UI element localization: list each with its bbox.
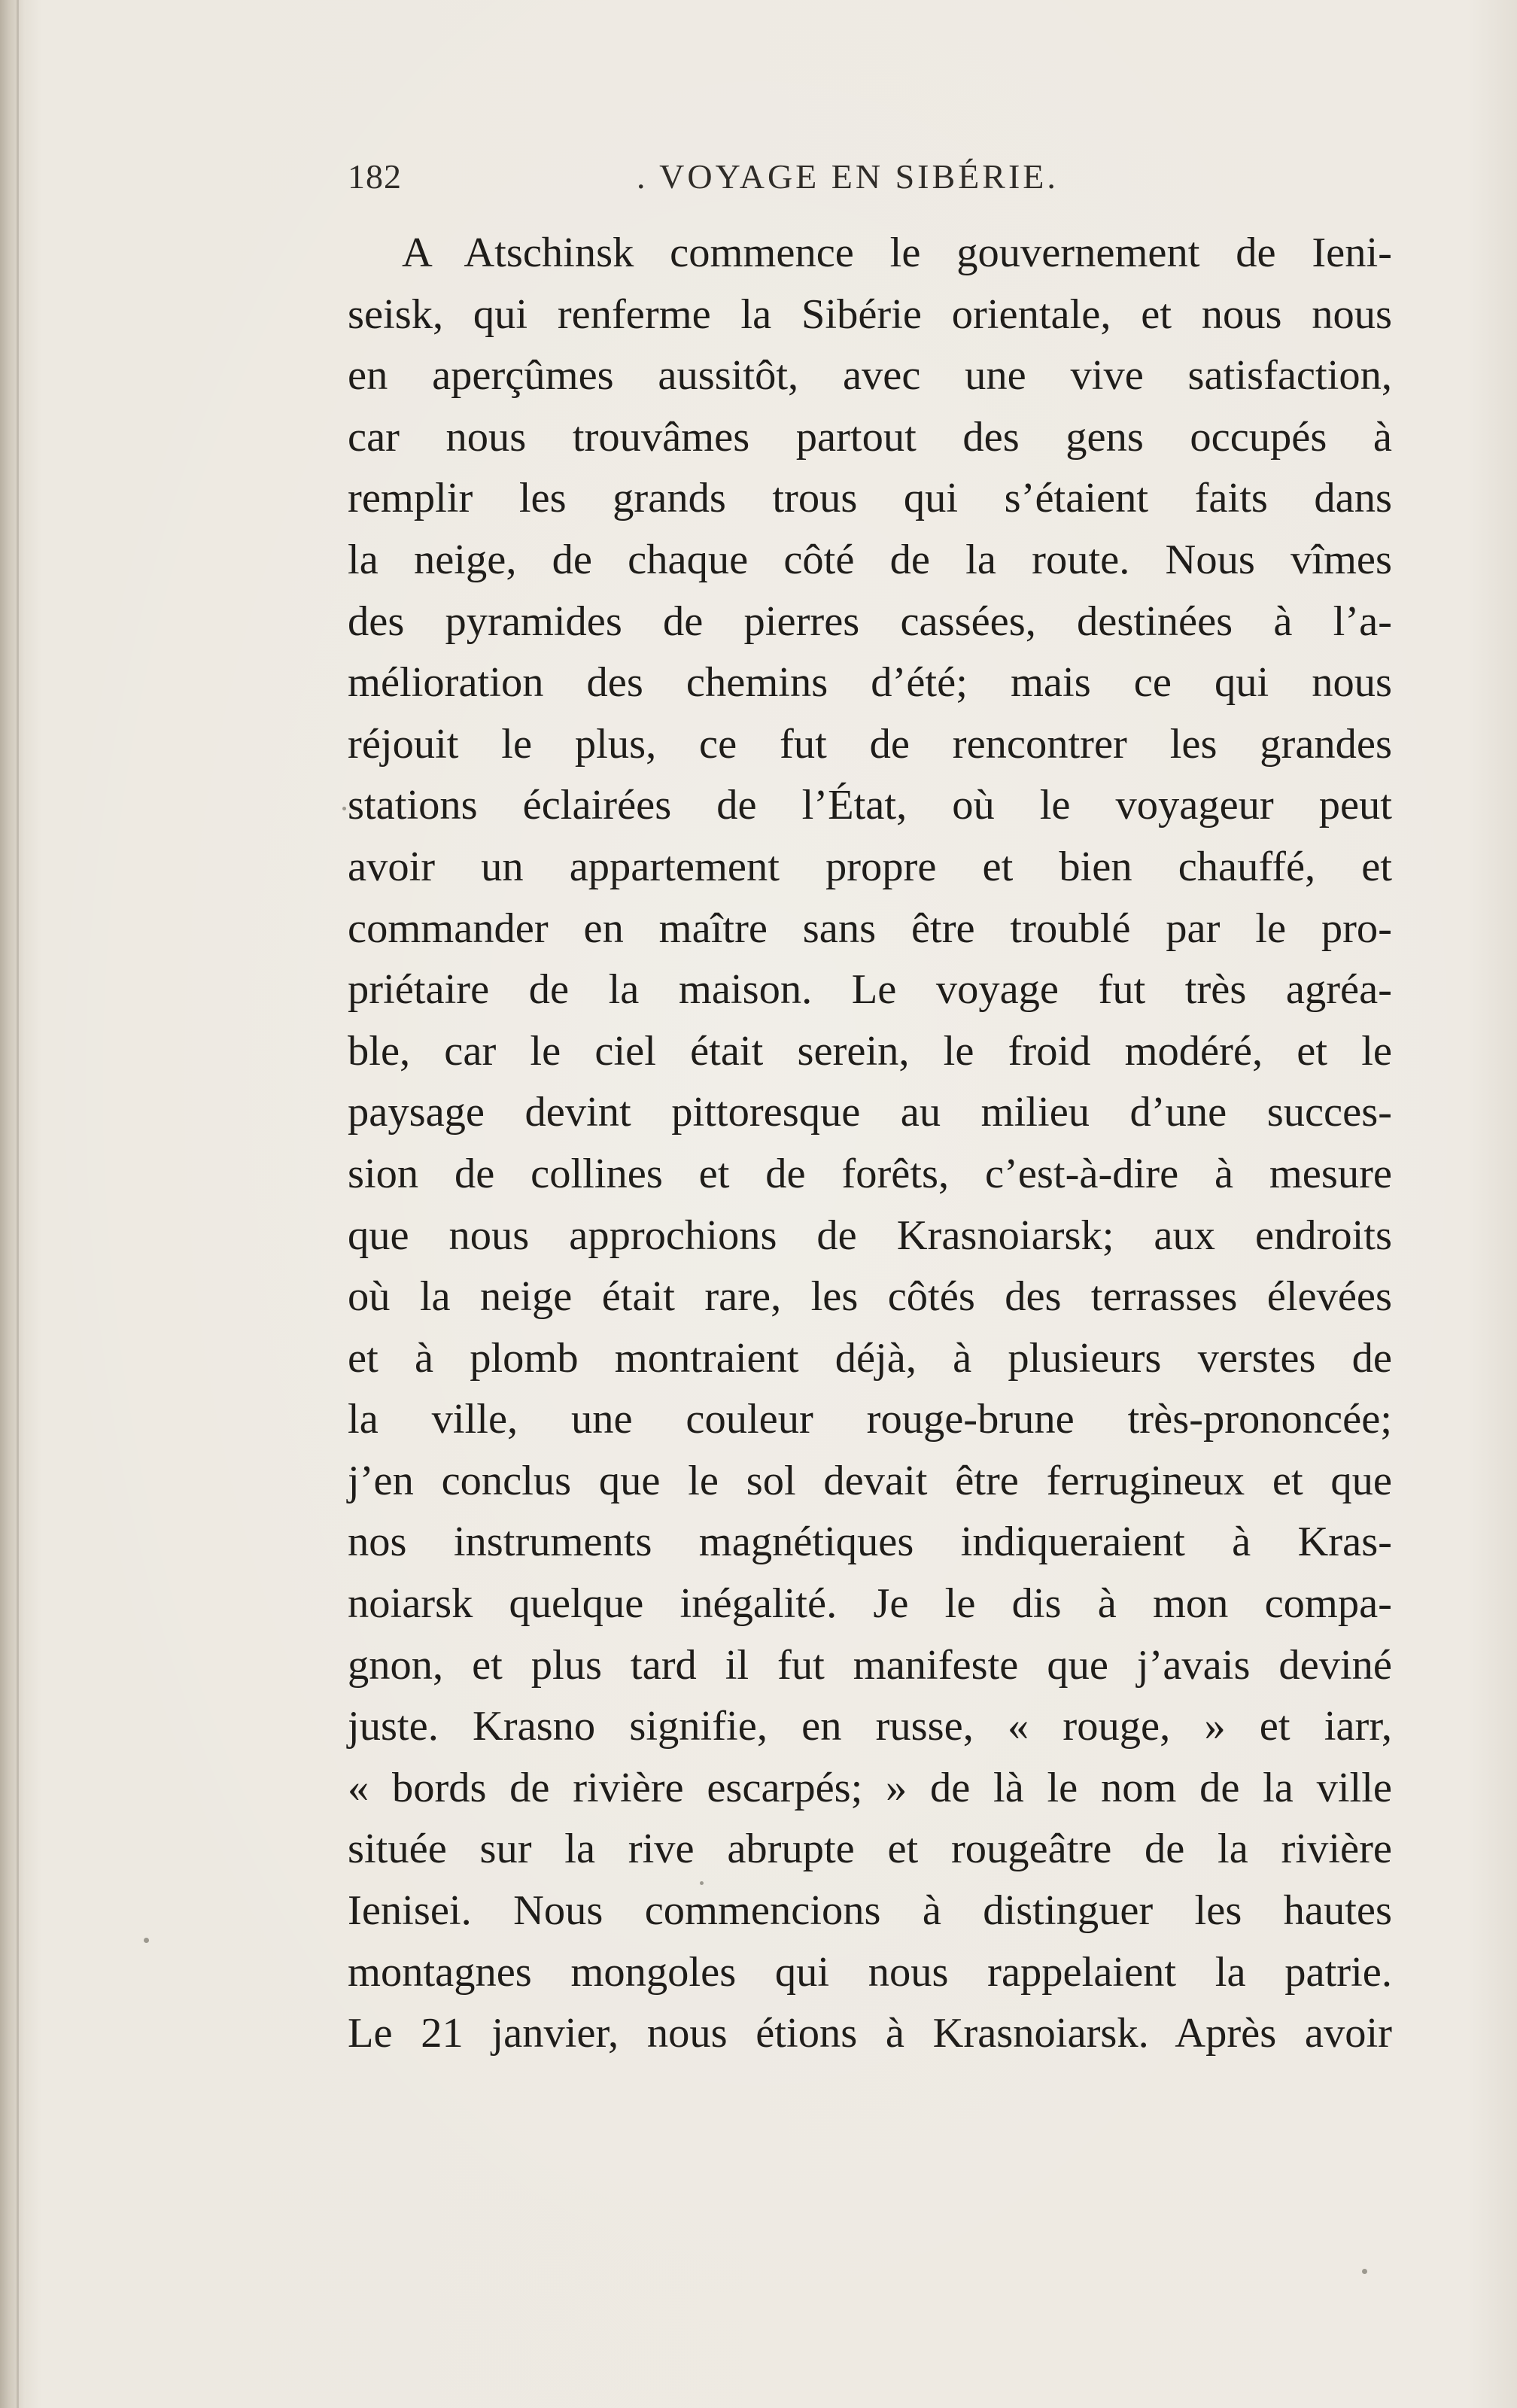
text-line: nos instruments magnétiques indiqueraient à Kras- bbox=[348, 1519, 1392, 1566]
text-line: juste. Krasno signifie, en russe, « rouge, » et iarr, bbox=[348, 1703, 1392, 1750]
text-line: des pyramides de pierres cassées, destinées à l’a- bbox=[348, 597, 1392, 645]
text-line: Le 21 janvier, nous étions à Krasnoiarsk. Après avoir bbox=[348, 2010, 1392, 2057]
running-title: . VOYAGE EN SIBÉRIE. bbox=[637, 157, 1059, 196]
gutter-shadow-line bbox=[17, 0, 19, 2408]
paper-speck bbox=[144, 1938, 149, 1943]
text-line: la neige, de chaque côté de la route. Nous vîmes bbox=[348, 536, 1392, 583]
text-line: où la neige était rare, les côtés des terrasses élevées bbox=[348, 1273, 1392, 1321]
text-line: mélioration des chemins d’été; mais ce qui nous bbox=[348, 659, 1392, 707]
text-line: Ienisei. Nous commencions à distinguer les hautes bbox=[348, 1887, 1392, 1935]
paper-speck bbox=[342, 807, 346, 810]
page-number: 182 bbox=[348, 157, 402, 196]
text-line: stations éclairées de l’État, où le voyageur peut bbox=[348, 782, 1392, 829]
text-line: avoir un appartement propre et bien chauffé, et bbox=[348, 843, 1392, 890]
text-line: en aperçûmes aussitôt, avec une vive satisfaction, bbox=[348, 352, 1392, 400]
text-line: remplir les grands trous qui s’étaient faits dans bbox=[348, 475, 1392, 522]
text-line: montagnes mongoles qui nous rappelaient la patrie. bbox=[348, 1948, 1392, 1996]
text-line: sion de collines et de forêts, c’est-à-dire à mesure bbox=[348, 1150, 1392, 1197]
text-line: car nous trouvâmes partout des gens occupés à bbox=[348, 413, 1392, 461]
text-line: seisk, qui renferme la Sibérie orientale, et nous nous bbox=[348, 290, 1392, 338]
paper-speck bbox=[1362, 2269, 1367, 2274]
text-line: que nous approchions de Krasnoiarsk; aux endroits bbox=[348, 1212, 1392, 1259]
text-line: réjouit le plus, ce fut de rencontrer les grandes bbox=[348, 720, 1392, 768]
text-line: priétaire de la maison. Le voyage fut très agréa- bbox=[348, 966, 1392, 1014]
text-line: noiarsk quelque inégalité. Je le dis à mon compa- bbox=[348, 1580, 1392, 1628]
text-line: et à plomb montraient déjà, à plusieurs verstes de bbox=[348, 1334, 1392, 1382]
running-head bbox=[348, 157, 1401, 202]
page-gutter bbox=[0, 0, 26, 2408]
text-line: gnon, et plus tard il fut manifeste que j’avais deviné bbox=[348, 1641, 1392, 1689]
text-line: commander en maître sans être troublé par le pro- bbox=[348, 905, 1392, 952]
text-line: la ville, une couleur rouge-brune très-prononcée; bbox=[348, 1396, 1392, 1443]
text-line: située sur la rive abrupte et rougeâtre de la rivière bbox=[348, 1826, 1392, 1873]
body-text bbox=[348, 223, 1392, 2065]
text-line: paysage devint pittoresque au milieu d’une succes- bbox=[348, 1089, 1392, 1136]
text-line: A Atschinsk commence le gouvernement de Ieni- bbox=[402, 230, 1392, 276]
text-line: j’en conclus que le sol devait être ferrugineux et que bbox=[348, 1457, 1392, 1504]
text-line: ble, car le ciel était serein, le froid modéré, et le bbox=[348, 1027, 1392, 1075]
text-line: « bords de rivière escarpés; » de là le nom de la ville bbox=[348, 1764, 1392, 1811]
